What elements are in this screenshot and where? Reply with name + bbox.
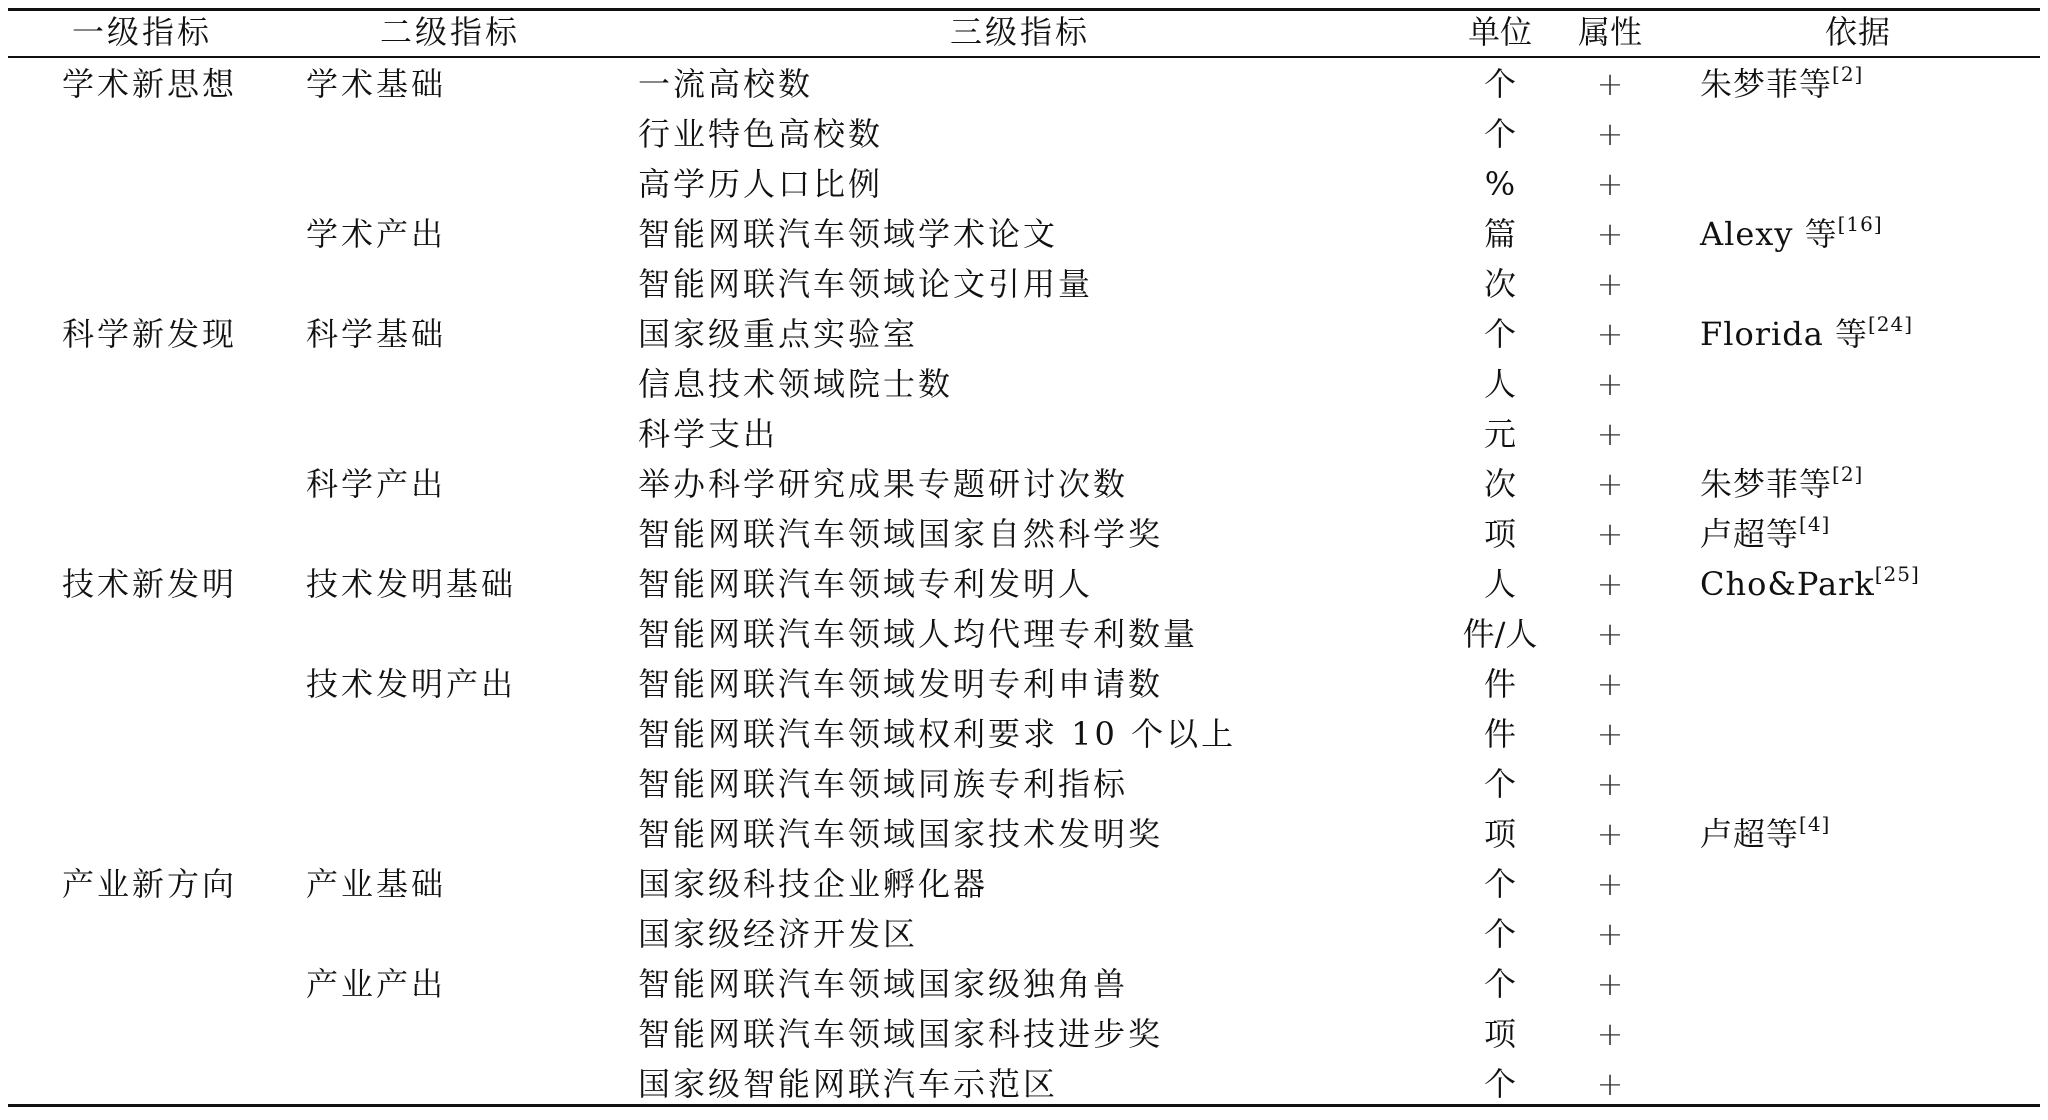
basis-author: Alexy 等 <box>1700 215 1838 253</box>
table-header-rule <box>8 56 2040 58</box>
level3-cell: 智能网联汽车领域同族专利指标 <box>638 765 1129 803</box>
level3-cell: 智能网联汽车领域国家科技进步奖 <box>638 1015 1164 1053</box>
unit-cell: 项 <box>1483 1015 1516 1053</box>
unit-cell: 个 <box>1483 965 1516 1003</box>
unit-cell: 项 <box>1483 815 1516 853</box>
level3-cell: 智能网联汽车领域论文引用量 <box>638 265 1094 303</box>
attribute-cell: + <box>1596 365 1624 403</box>
header-unit: 单位 <box>1467 13 1532 51</box>
basis-author: 朱梦菲等 <box>1700 65 1833 103</box>
attribute-cell: + <box>1596 165 1624 203</box>
level1-cell: 学术新思想 <box>62 65 238 103</box>
level3-cell: 国家级科技企业孵化器 <box>638 865 989 903</box>
attribute-cell: + <box>1596 315 1624 353</box>
unit-cell: 次 <box>1483 265 1516 303</box>
attribute-cell: + <box>1596 65 1624 103</box>
basis-reference: [2] <box>1832 62 1864 86</box>
attribute-cell: + <box>1596 265 1624 303</box>
unit-cell: % <box>1484 165 1516 203</box>
attribute-cell: + <box>1596 565 1624 603</box>
basis-cell <box>1700 814 1830 854</box>
basis-author: 朱梦菲等 <box>1700 465 1833 503</box>
basis-cell <box>1700 314 1913 354</box>
attribute-cell: + <box>1596 715 1624 753</box>
level1-cell: 科学新发现 <box>62 315 238 353</box>
level2-cell: 学术基础 <box>306 65 447 103</box>
attribute-cell: + <box>1596 1015 1624 1053</box>
attribute-cell: + <box>1596 915 1624 953</box>
level3-cell: 高学历人口比例 <box>638 165 884 203</box>
level3-cell: 智能网联汽车领域权利要求 10 个以上 <box>638 715 1237 753</box>
level3-cell: 科学支出 <box>638 415 779 453</box>
header-level2: 二级指标 <box>380 13 521 51</box>
level2-cell: 学术产出 <box>306 215 447 253</box>
unit-cell: 件/人 <box>1462 615 1538 653</box>
attribute-cell: + <box>1596 765 1624 803</box>
level3-cell: 一流高校数 <box>638 65 814 103</box>
basis-author: Cho&Park <box>1700 565 1875 603</box>
level3-cell: 信息技术领域院士数 <box>638 365 954 403</box>
unit-cell: 个 <box>1483 915 1516 953</box>
basis-cell <box>1700 214 1883 254</box>
basis-reference: [4] <box>1799 512 1831 536</box>
level3-cell: 智能网联汽车领域人均代理专利数量 <box>638 615 1199 653</box>
level3-cell: 智能网联汽车领域国家自然科学奖 <box>638 515 1164 553</box>
attribute-cell: + <box>1596 465 1624 503</box>
basis-reference: [16] <box>1837 212 1883 236</box>
level3-cell: 举办科学研究成果专题研讨次数 <box>638 465 1129 503</box>
attribute-cell: + <box>1596 1065 1624 1103</box>
basis-author: Florida 等 <box>1700 315 1868 353</box>
unit-cell: 人 <box>1483 365 1516 403</box>
basis-author: 卢超等 <box>1700 515 1800 553</box>
basis-cell <box>1700 64 1863 104</box>
level3-cell: 国家级智能网联汽车示范区 <box>638 1065 1059 1103</box>
unit-cell: 项 <box>1483 515 1516 553</box>
table-bottom-rule <box>8 1104 2040 1107</box>
level3-cell: 行业特色高校数 <box>638 115 884 153</box>
attribute-cell: + <box>1596 665 1624 703</box>
unit-cell: 个 <box>1483 315 1516 353</box>
unit-cell: 元 <box>1483 415 1516 453</box>
basis-reference: [2] <box>1832 462 1864 486</box>
attribute-cell: + <box>1596 215 1624 253</box>
attribute-cell: + <box>1596 115 1624 153</box>
unit-cell: 个 <box>1483 65 1516 103</box>
unit-cell: 篇 <box>1483 215 1516 253</box>
unit-cell: 个 <box>1483 865 1516 903</box>
level3-cell: 国家级经济开发区 <box>638 915 919 953</box>
basis-cell <box>1700 564 1920 604</box>
unit-cell: 人 <box>1483 565 1516 603</box>
header-level3: 三级指标 <box>950 13 1091 51</box>
attribute-cell: + <box>1596 815 1624 853</box>
level3-cell: 智能网联汽车领域国家级独角兽 <box>638 965 1129 1003</box>
level2-cell: 产业基础 <box>306 865 447 903</box>
level2-cell: 技术发明基础 <box>306 565 517 603</box>
level3-cell: 智能网联汽车领域专利发明人 <box>638 565 1094 603</box>
attribute-cell: + <box>1596 415 1624 453</box>
attribute-cell: + <box>1596 515 1624 553</box>
level2-cell: 技术发明产出 <box>306 665 517 703</box>
basis-reference: [24] <box>1867 312 1914 336</box>
level3-cell: 智能网联汽车领域国家技术发明奖 <box>638 815 1164 853</box>
level3-cell: 智能网联汽车领域发明专利申请数 <box>638 665 1164 703</box>
level3-cell: 智能网联汽车领域学术论文 <box>638 215 1059 253</box>
attribute-cell: + <box>1596 965 1624 1003</box>
level2-cell: 科学基础 <box>306 315 447 353</box>
level2-cell: 产业产出 <box>306 965 447 1003</box>
attribute-cell: + <box>1596 615 1624 653</box>
basis-cell <box>1700 514 1830 554</box>
basis-reference: [25] <box>1874 562 1920 586</box>
attribute-cell: + <box>1596 865 1624 903</box>
basis-author: 卢超等 <box>1700 815 1800 853</box>
unit-cell: 个 <box>1483 765 1516 803</box>
level1-cell: 技术新发明 <box>62 565 238 603</box>
header-attribute: 属性 <box>1577 13 1642 51</box>
basis-reference: [4] <box>1799 812 1831 836</box>
unit-cell: 件 <box>1483 715 1516 753</box>
header-basis: 依据 <box>1825 13 1892 51</box>
level2-cell: 科学产出 <box>306 465 447 503</box>
unit-cell: 个 <box>1483 1065 1516 1103</box>
unit-cell: 件 <box>1483 665 1516 703</box>
basis-cell <box>1700 464 1863 504</box>
level1-cell: 产业新方向 <box>62 865 238 903</box>
table-top-rule <box>8 8 2040 11</box>
level3-cell: 国家级重点实验室 <box>638 315 919 353</box>
unit-cell: 次 <box>1483 465 1516 503</box>
header-level1: 一级指标 <box>72 13 213 51</box>
unit-cell: 个 <box>1483 115 1516 153</box>
